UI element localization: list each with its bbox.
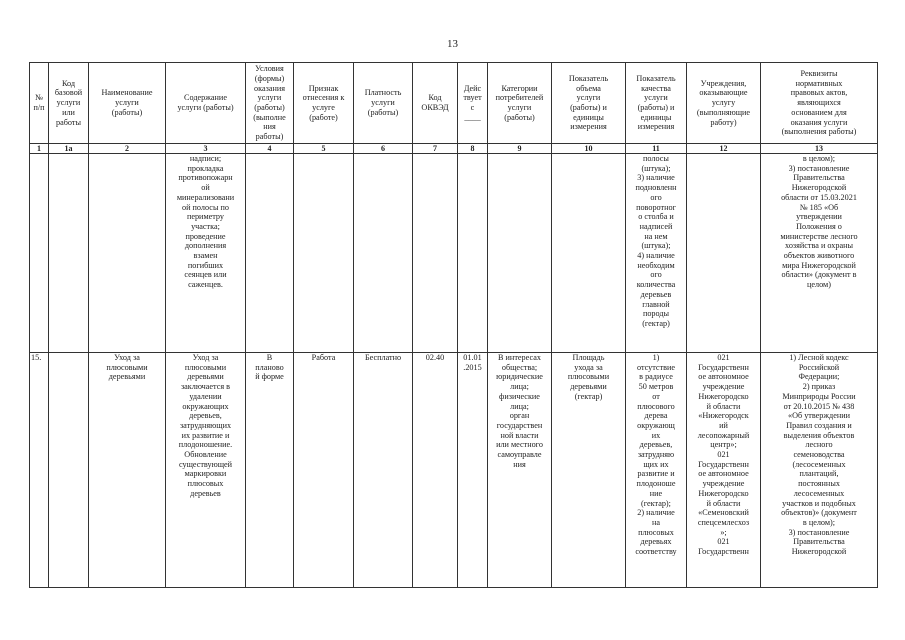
conditions-cell: В планово й форме bbox=[246, 353, 294, 588]
header-cell: Учреждения, оказывающие услугу (выполняющие работу) bbox=[687, 63, 761, 144]
header-cell: Код ОКВЭД bbox=[413, 63, 458, 144]
service-name-cell: Уход за плюсовыми деревьями bbox=[89, 353, 166, 588]
header-row bbox=[30, 63, 878, 144]
column-number: 10 bbox=[552, 144, 626, 154]
conditions-cell bbox=[246, 154, 294, 353]
header-cell: Условия (формы) оказания услуги (работы) (выполне ния работы) bbox=[246, 63, 294, 144]
volume-indicator-cell: Площадь ухода за плюсовыми деревьями (гектар) bbox=[552, 353, 626, 588]
services-registry-table bbox=[29, 62, 878, 588]
header-cell: Реквизиты нормативных правовых актов, являющихся основанием для оказания услуги (выполнения работы) bbox=[761, 63, 878, 144]
header-cell: Показатель объема услуги (работы) и единицы измерения bbox=[552, 63, 626, 144]
base-code-cell bbox=[49, 154, 89, 353]
row-number-cell: 15. bbox=[30, 353, 49, 588]
legal-acts-cell: 1) Лесной кодекс Российской Федерации; 2) приказ Минприроды России от 20.10.2015 № 438 «Об утверждении Правил создания и выделения объектов лесного семеноводства (лесосеменных плантаций, постоянных лесосеменных участков и подобных объектов)» (документ в целом); 3) постановление Правительства Нижегородской bbox=[761, 353, 878, 588]
table-row bbox=[30, 353, 878, 588]
header-cell: Платность услуги (работы) bbox=[354, 63, 413, 144]
column-number: 5 bbox=[294, 144, 354, 154]
column-number: 8 bbox=[458, 144, 488, 154]
payment-cell bbox=[354, 154, 413, 353]
header-cell: Дейс твует с ____ bbox=[458, 63, 488, 144]
service-content-cell: Уход за плюсовыми деревьями заключается в удалении окружающих деревьев, затрудняющих их развитие и плодоношение. Обновление существующей маркировки плюсовых деревьев bbox=[166, 353, 246, 588]
volume-indicator-cell bbox=[552, 154, 626, 353]
column-number: 7 bbox=[413, 144, 458, 154]
column-number: 2 bbox=[89, 144, 166, 154]
service-name-cell bbox=[89, 154, 166, 353]
column-number: 13 bbox=[761, 144, 878, 154]
header-cell: Признак отнесения к услуге (работе) bbox=[294, 63, 354, 144]
column-number: 11 bbox=[626, 144, 687, 154]
column-number: 1а bbox=[49, 144, 89, 154]
header-cell: № п/п bbox=[30, 63, 49, 144]
payment-cell: Бесплатно bbox=[354, 353, 413, 588]
attribute-cell: Работа bbox=[294, 353, 354, 588]
quality-indicator-cell: полосы (штука); 3) наличие подновленн ого поворотног о столба и надписей на нем (штука); 4) наличие необходим ого количества деревьев главной породы (гектар) bbox=[626, 154, 687, 353]
header-cell: Категории потребителей услуги (работы) bbox=[488, 63, 552, 144]
institutions-cell bbox=[687, 154, 761, 353]
base-code-cell bbox=[49, 353, 89, 588]
header-cell: Код базовой услуги или работы bbox=[49, 63, 89, 144]
column-number: 12 bbox=[687, 144, 761, 154]
institutions-cell: 021 Государственн ое автономное учреждение Нижегородско й области «Нижегородск ий лесопожарный центр»; 021 Государственн ое автономное учреждение Нижегородско й области «Семеновский спецсемлесхоз »; 021 Государственн bbox=[687, 353, 761, 588]
page-number: 13 bbox=[447, 38, 458, 50]
header-cell: Содержание услуги (работы) bbox=[166, 63, 246, 144]
okved-cell: 02.40 bbox=[413, 353, 458, 588]
column-number: 9 bbox=[488, 144, 552, 154]
valid-from-cell bbox=[458, 154, 488, 353]
column-number: 6 bbox=[354, 144, 413, 154]
column-number: 3 bbox=[166, 144, 246, 154]
column-number: 4 bbox=[246, 144, 294, 154]
column-number: 1 bbox=[30, 144, 49, 154]
attribute-cell bbox=[294, 154, 354, 353]
consumer-categories-cell bbox=[488, 154, 552, 353]
column-number-row bbox=[30, 144, 878, 154]
consumer-categories-cell: В интересах общества; юридические лица; физические лица; орган государствен ной власти или местного самоуправле ния bbox=[488, 353, 552, 588]
header-cell: Наименование услуги (работы) bbox=[89, 63, 166, 144]
table-row bbox=[30, 154, 878, 353]
legal-acts-cell: в целом); 3) постановление Правительства Нижегородской области от 15.03.2021 № 185 «Об утверждении Положения о министерстве лесного хозяйства и охраны объектов животного мира Нижегородской области» (документ в целом) bbox=[761, 154, 878, 353]
service-content-cell: надписи; прокладка противопожарн ой минерализовани ой полосы по периметру участка; проведение дополнения взамен погибших сеянцев или саженцев. bbox=[166, 154, 246, 353]
row-number-cell bbox=[30, 154, 49, 353]
quality-indicator-cell: 1) отсутствие в радиусе 50 метров от плюсового дерева окружающ их деревьев, затрудняю щих их развитие и плодоноше ние (гектар); 2) наличие на плюсовых деревьях соответству bbox=[626, 353, 687, 588]
header-cell: Показатель качества услуги (работы) и единицы измерения bbox=[626, 63, 687, 144]
valid-from-cell: 01.01 .2015 bbox=[458, 353, 488, 588]
okved-cell bbox=[413, 154, 458, 353]
